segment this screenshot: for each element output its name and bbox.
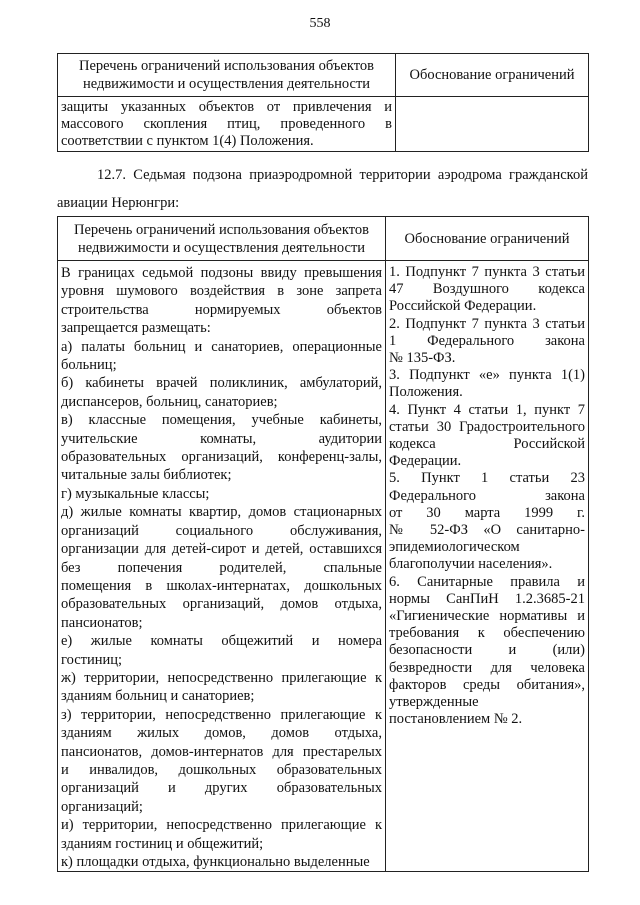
justification-line: 5. Пункт 1 статьи 23: [389, 470, 585, 487]
restriction-line: а) палаты больниц и санаториев, операционные: [61, 338, 382, 355]
justification-line: безвредности для человека: [389, 659, 585, 676]
restriction-line: строительства нормируемых объектов: [61, 301, 382, 318]
table1-line: защиты указанных объектов от привлечения и: [61, 99, 392, 115]
justification-line: постановлением № 2.: [389, 711, 523, 728]
restriction-line: без попечения родителей, спальные: [61, 559, 382, 576]
justification-line: требования к обеспечению: [389, 625, 585, 642]
restriction-line: уровня шумового воздействия в зоне запрета: [61, 283, 382, 300]
justification-line: 6. Санитарные правила и: [389, 573, 585, 590]
restriction-line: читальные залы библиотек;: [61, 467, 232, 484]
paragraph-line-2: авиации Нерюнгри:: [57, 195, 180, 211]
restriction-line: организаций социального обслуживания,: [61, 522, 382, 539]
justification-line: 4. Пункт 4 статьи 1, пункт 7: [389, 401, 585, 418]
restriction-line: запрещается размещать:: [61, 320, 211, 337]
justification-line: Положения.: [389, 384, 463, 401]
restriction-line: в) классные помещения, учебные кабинеты,: [61, 412, 382, 429]
restriction-line: и) территории, непосредственно прилегающие к: [61, 817, 382, 834]
table1-header-justification: Обоснование ограничений: [396, 54, 589, 97]
justification-line: 47 Воздушного кодекса: [389, 281, 585, 298]
restriction-line: д) жилые комнаты квартир, домов стационарных: [61, 504, 382, 521]
justification-line: 3. Подпункт «е» пункта 1(1): [389, 367, 585, 384]
table2-header-restrictions: Перечень ограничений использования объектов недвижимости и осуществления деятельности: [58, 217, 386, 261]
restriction-line: организаций и других образовательных: [61, 780, 382, 797]
paragraph-line-1: 12.7. Седьмая подзона приаэродромной территории аэродрома гражданской: [97, 167, 588, 183]
justification-line: Федерального закона: [389, 487, 585, 504]
table2-header-justification: Обоснование ограничений: [386, 217, 589, 261]
restriction-line: к) площадки отдыха, функционально выделенные: [61, 854, 370, 870]
justification-line: факторов среды обитания»,: [389, 676, 585, 693]
subzone-paragraph: [57, 163, 588, 215]
justification-line: Российской Федерации.: [389, 298, 537, 315]
restriction-line: В границах седьмой подзоны ввиду превышения: [61, 265, 382, 281]
restriction-line: зданиям гостиниц и общежитий;: [61, 835, 264, 852]
restriction-line: пансионатов, домов-интернатов для престарелых: [61, 743, 382, 760]
restriction-line: гостиниц;: [61, 651, 123, 668]
restriction-line: организаций;: [61, 798, 143, 815]
restriction-line: больниц;: [61, 357, 117, 374]
table1-line: соответствии с пунктом 1(4) Положения.: [61, 133, 314, 149]
restriction-line: е) жилые комнаты общежитий и номера: [61, 633, 382, 650]
table1-justification-cell: [396, 97, 589, 152]
restriction-line: з) территории, непосредственно прилегающие к: [61, 706, 382, 723]
restriction-line: пансионатов;: [61, 614, 143, 631]
restriction-line: диспансеров, больниц, санаториев;: [61, 393, 278, 410]
subzone7-restrictions-table: [57, 216, 589, 872]
justification-line: от 30 марта 1999 г.: [389, 504, 585, 521]
restriction-line: учительские комнаты, аудитории: [61, 430, 382, 447]
table1-restrictions-cell: [58, 97, 396, 152]
justification-line: 1 Федерального закона: [389, 332, 585, 349]
justification-line: 1. Подпункт 7 пункта 3 статьи: [389, 264, 585, 280]
justification-line: Федерации.: [389, 453, 462, 470]
table2-restrictions-cell: [58, 261, 386, 872]
justification-line: благополучии населения».: [389, 556, 553, 573]
justification-line: безопасности и (или): [389, 642, 585, 659]
justification-line: кодекса Российской: [389, 436, 585, 453]
table1-line: массового скопления птиц, проведенного в: [61, 116, 392, 132]
justification-line: «Гигиенические нормативы и: [389, 608, 585, 625]
restriction-line: ж) территории, непосредственно прилегающие к: [61, 669, 382, 686]
justification-line: нормы СанПиН 1.2.3685-21: [389, 590, 585, 607]
restriction-line: образовательных организаций, домов отдыха,: [61, 596, 382, 613]
restriction-line: б) кабинеты врачей поликлиник, амбулаторий,: [61, 375, 382, 392]
table2-justification-cell: [386, 261, 589, 872]
restriction-line: организации для детей-сирот и детей, оставшихся: [61, 541, 382, 558]
restriction-line: образовательных организаций, конференц-залы,: [61, 449, 382, 466]
justification-line: статьи 30 Градостроительного: [389, 418, 585, 435]
restriction-line: зданиям больниц и санаториев;: [61, 688, 255, 705]
table1-header-restrictions: Перечень ограничений использования объектов недвижимости и осуществления деятельности: [58, 54, 396, 97]
justification-line: эпидемиологическом: [389, 539, 520, 556]
restrictions-table-continued: [57, 53, 589, 152]
page-number: 558: [309, 16, 331, 31]
justification-line: утвержденные: [389, 694, 479, 711]
restriction-line: г) музыкальные классы;: [61, 485, 210, 502]
justification-line: 2. Подпункт 7 пункта 3 статьи: [389, 315, 585, 332]
justification-line: № 135-ФЗ.: [389, 350, 456, 367]
justification-line: № 52-ФЗ «О санитарно-: [389, 522, 585, 539]
restriction-line: зданиям жилых домов, домов отдыха,: [61, 725, 382, 742]
restriction-line: помещения в школах-интернатах, дошкольных: [61, 577, 382, 594]
restriction-line: и инвалидов, дошкольных образовательных: [61, 761, 382, 778]
